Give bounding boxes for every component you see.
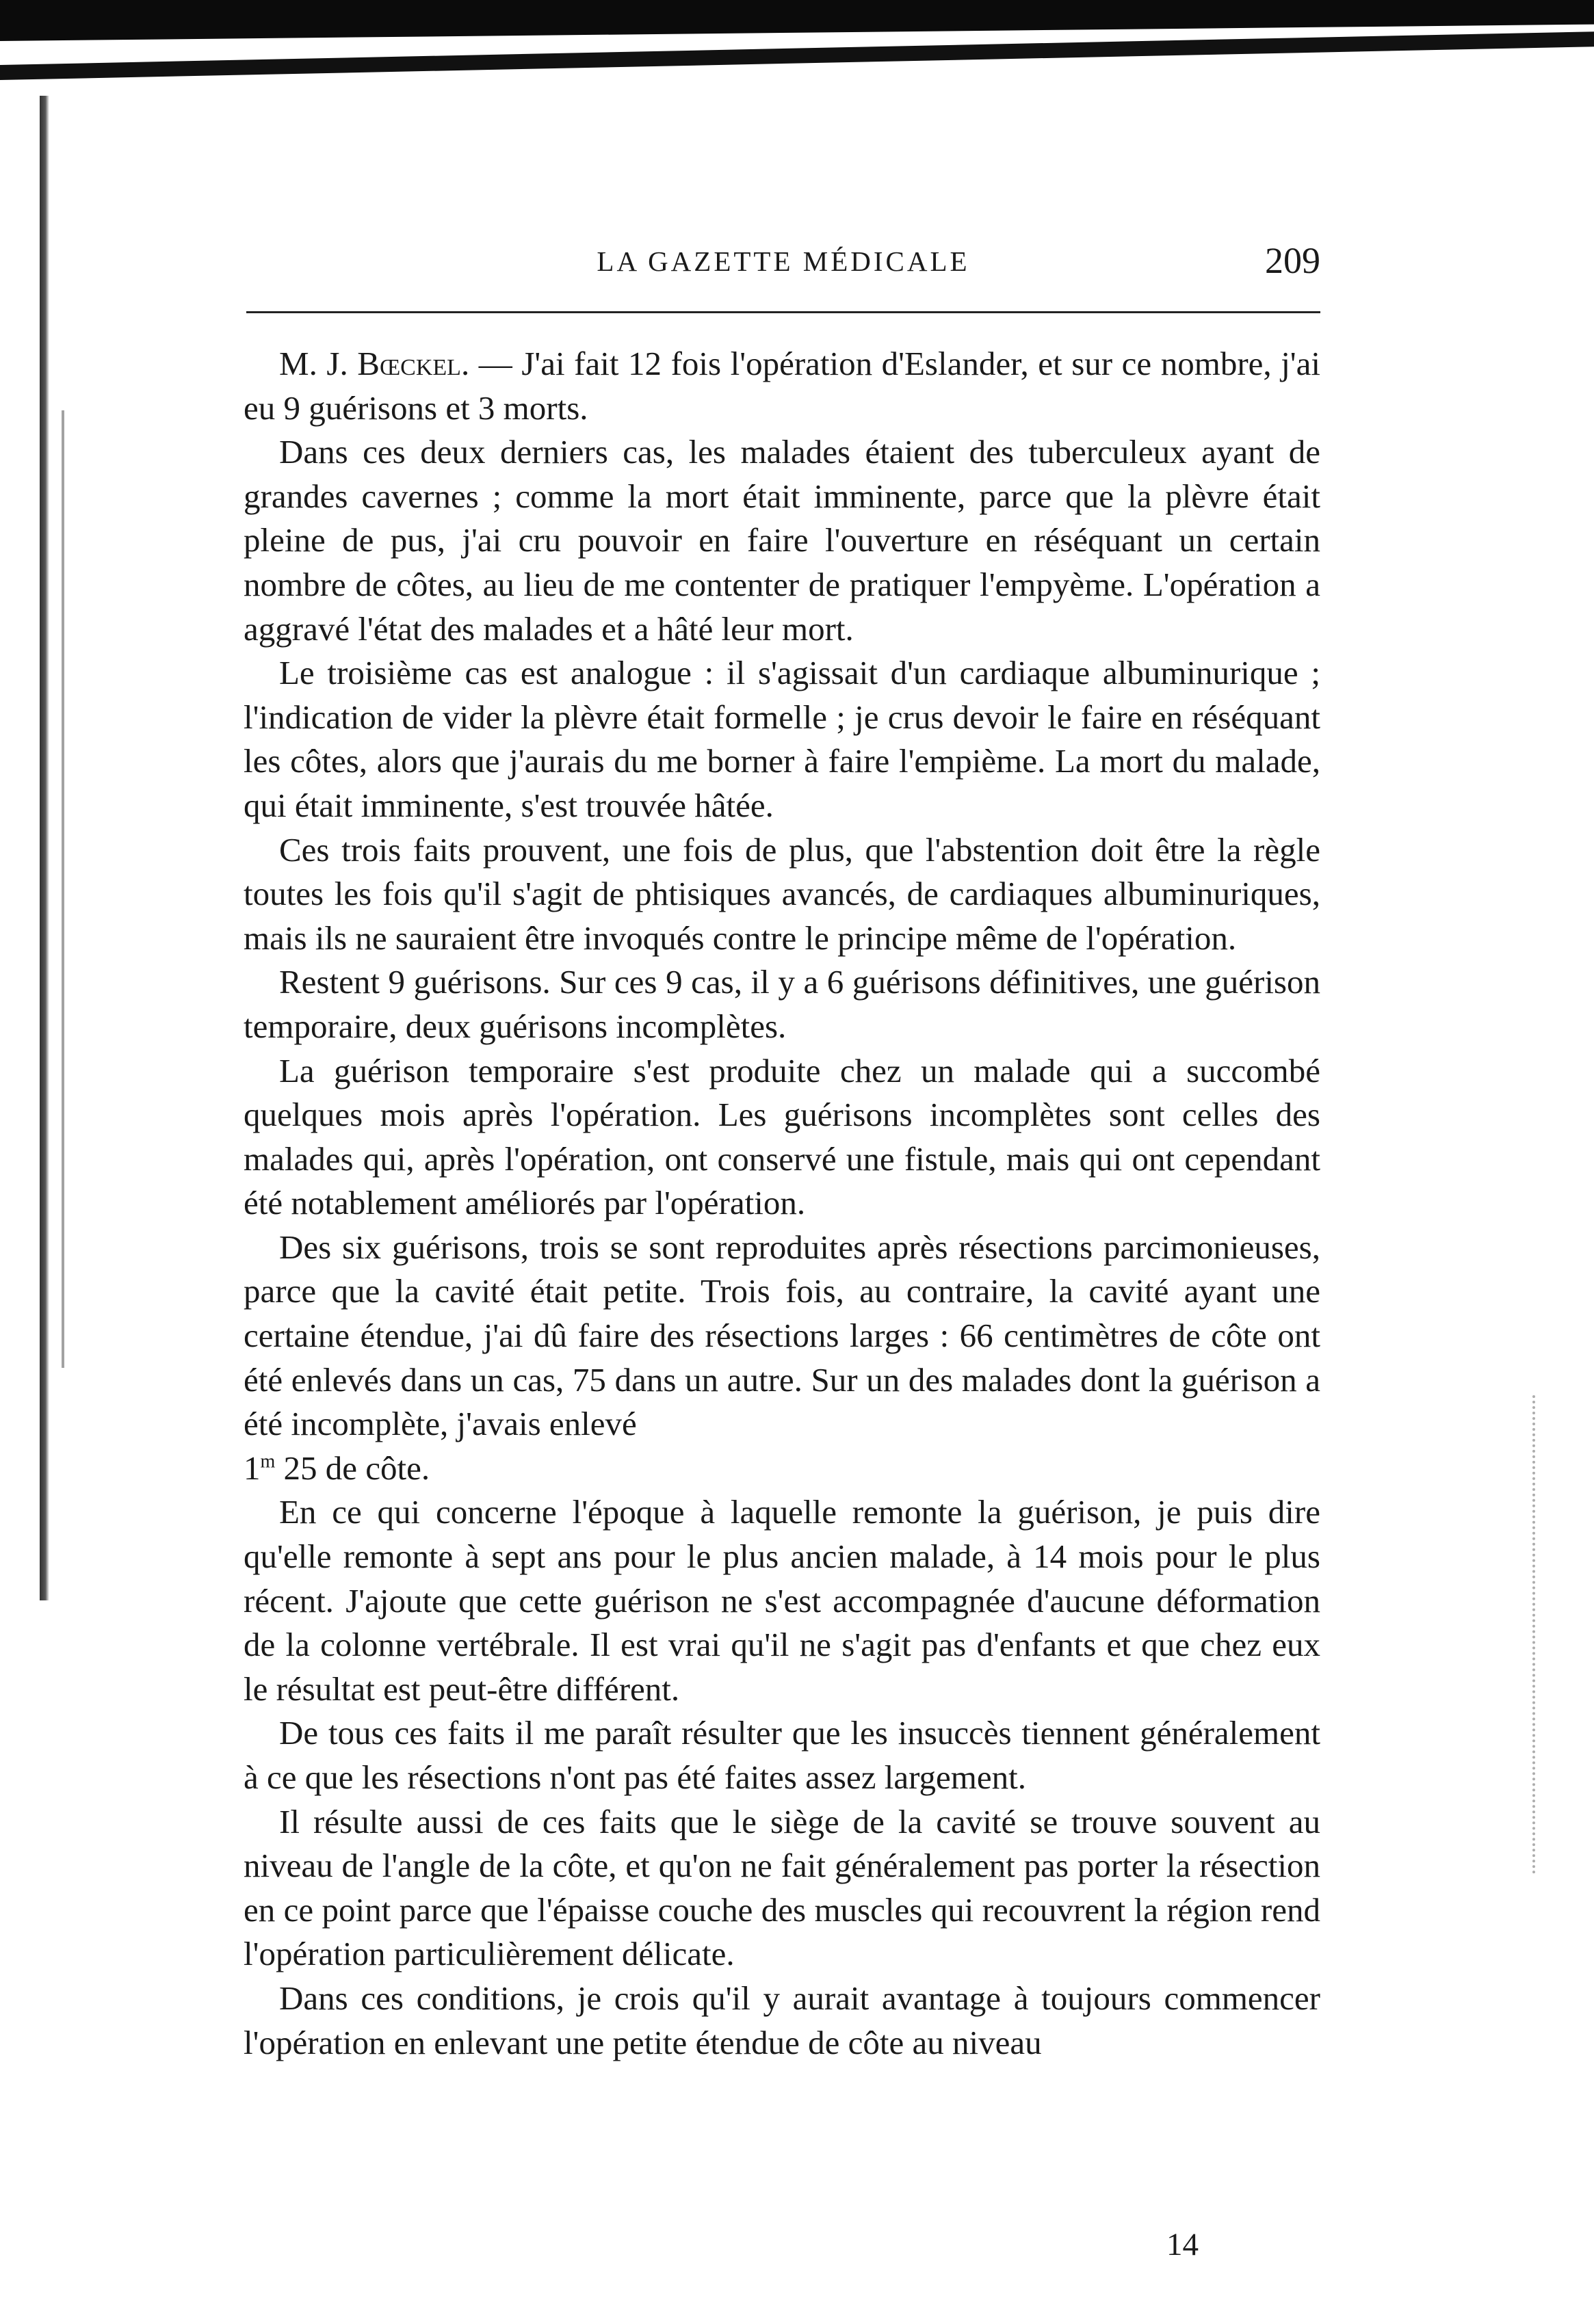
article-body [244,342,1320,2065]
paragraph: Restent 9 guérisons. Sur ces 9 cas, il y a 6 guérisons définitives, une guérison temporaire, deux guérisons incomplètes. [244,963,1320,1045]
running-head [246,239,1320,287]
paragraph: La guérison temporaire s'est produite chez un malade qui a succombé quelques mois après l'opération. Les guérisons incomplètes sont celles des malades qui, après l'opération, ont conservé une fistule, mais qui ont cependant été notablement améliorés par l'opération. [244,1051,1320,1222]
signature-number: 14 [1166,2227,1199,2262]
paragraph [244,1226,1320,1491]
paragraph-text: — J'ai fait 12 fois l'opération d'Eslander, et sur ce nombre, j'ai eu 9 guérisons et 3 morts. [244,345,1321,427]
journal-title: LA GAZETTE MÉDICALE [597,246,970,277]
page-number: 209 [1265,240,1320,281]
paragraph: Dans ces deux derniers cas, les malades étaient des tuberculeux ayant de grandes cavernes ; comme la mort était imminente, parce que la plèvre était pleine de pus, j'ai cru pouvoir en faire l'ouverture en réséquant un certain nombre de côtes, au lieu de me contenter de pratiquer l'empyème. L'opération a aggravé l'état des malades et a hâté leur mort. [244,433,1320,648]
paragraph: Le troisième cas est analogue : il s'agissait d'un cardiaque albuminurique ; l'indication de vider la plèvre était formelle ; je crus devoir le faire en réséquant les côtes, alors que j'aurais du me borner à faire l'empième. La mort du malade, qui était imminente, s'est trouvée hâtée. [244,654,1320,824]
paragraph: En ce qui concerne l'époque à laquelle remonte la guérison, je puis dire qu'elle remonte à sept ans pour le plus ancien malade, à 14 mois pour le plus récent. J'ajoute que cette guérison ne s'est accompagnée d'aucune déformation de la colonne vertébrale. Il est vrai qu'il ne s'agit pas d'enfants et que chez eux le résultat est peut-être différent. [244,1493,1320,1708]
header-rule [246,311,1320,313]
paragraph: Ces trois faits prouvent, une fois de plus, que l'abstention doit être la règle toutes les fois qu'il s'agit de phtisiques avancés, de cardiaques albuminuriques, mais ils ne sauraient être invoqués contre le principe même de l'opération. [244,830,1320,957]
scan-right-specks [1532,1395,1539,1874]
paragraph: Dans ces conditions, je crois qu'il y aurait avantage à toujours commencer l'opération en enlevant une petite étendue de côte au niveau [244,1979,1320,2061]
paragraph-text: Des six guérisons, trois se sont reproduites après résections parcimonieuses, parce que la cavité était petite. Trois fois, au contraire, la cavité ayant une certaine étendue, j'ai dû faire des résections larges : 66 centimètres de côte ont été enlevés dans un cas, 75 dans un autre. Sur un des malades dont la guérison a été incomplète, j'avais enlevé [244,1228,1320,1443]
scan-top-border [0,0,1594,103]
paragraph: De tous ces faits il me paraît résulter que les insuccès tiennent généralement à ce que les résections n'ont pas été faites assez largement. [244,1714,1320,1796]
scan-left-border [40,96,49,1600]
scan-left-shadow [62,410,64,1368]
measure-value: 1$^m$ 25 de côte. [244,1449,430,1487]
speaker-name: M. J. Bœckel. [279,345,470,382]
paragraph: Il résulte aussi de ces faits que le siège de la cavité se trouve souvent au niveau de l'angle de la côte, et qu'on ne fait généralement pas porter la résection en ce point parce que l'épaisse couche des muscles qui recouvrent la région rend l'opération particulièrement délicate. [244,1802,1320,1973]
paragraph-intro [244,342,1320,430]
